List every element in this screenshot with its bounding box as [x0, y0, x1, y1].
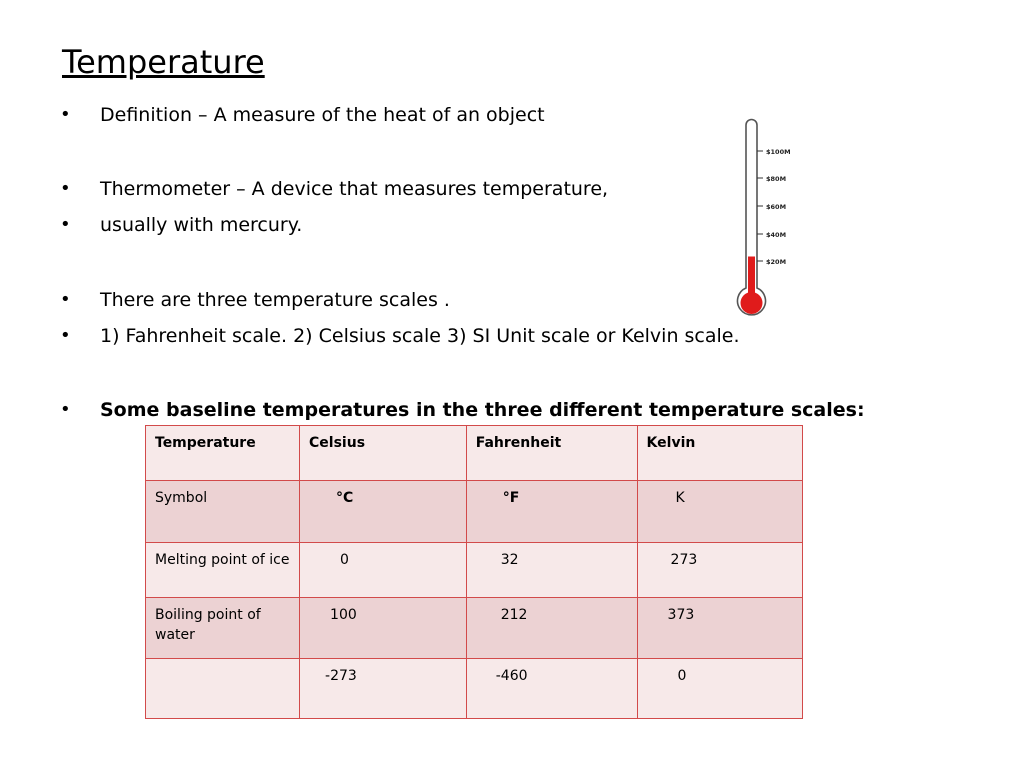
- bullet-text: Some baseline temperatures in the three different temperature scales:: [100, 399, 865, 421]
- bullet-text: usually with mercury.: [100, 214, 303, 236]
- table-cell: K: [637, 481, 802, 543]
- header-cell: Fahrenheit: [466, 426, 637, 481]
- bullet-text: Definition – A measure of the heat of an object: [100, 104, 545, 126]
- table-cell: Symbol: [146, 481, 300, 543]
- table-cell: Boiling point of water: [146, 598, 300, 659]
- thermometer-illustration: [735, 118, 805, 328]
- table-header-row: [146, 426, 803, 481]
- table-cell: [146, 659, 300, 719]
- bullet-text: There are three temperature scales .: [100, 289, 450, 311]
- table-row: [146, 543, 803, 598]
- header-cell: Celsius: [300, 426, 467, 481]
- thermometer-tick-label: $80M: [766, 175, 787, 183]
- thermometer-tick-label: $20M: [766, 258, 787, 266]
- thermometer-mercury: [748, 257, 755, 299]
- bullet-marker: •: [60, 104, 71, 125]
- bullet-marker: •: [60, 214, 71, 235]
- table-cell: -460: [466, 659, 637, 719]
- bullet-marker: •: [60, 289, 71, 310]
- table-cell: Melting point of ice: [146, 543, 300, 598]
- thermometer-bulb: [741, 292, 763, 314]
- bullet-text: Thermometer – A device that measures temperature,: [100, 178, 609, 200]
- thermometer-tick-label: $60M: [766, 203, 787, 211]
- bullet-marker: •: [60, 178, 71, 199]
- bullet-text: 1) Fahrenheit scale. 2) Celsius scale 3) SI Unit scale or Kelvin scale.: [100, 325, 740, 347]
- table-cell: °F: [466, 481, 637, 543]
- table-row: [146, 598, 803, 659]
- table-cell: °C: [300, 481, 467, 543]
- bullet-marker: •: [60, 325, 71, 346]
- temperature-scales-table: [145, 425, 803, 719]
- header-cell: Kelvin: [637, 426, 802, 481]
- thermometer-ticks: [757, 151, 763, 261]
- thermometer-tick-label: $100M: [766, 148, 791, 156]
- thermometer-tick-label: $40M: [766, 231, 787, 239]
- table-cell: 273: [637, 543, 802, 598]
- table-cell: 0: [637, 659, 802, 719]
- bullet-marker: •: [60, 399, 71, 420]
- header-cell: Temperature: [146, 426, 300, 481]
- slide-title: Temperature: [62, 43, 265, 81]
- table-cell: 32: [466, 543, 637, 598]
- table-cell: 0: [300, 543, 467, 598]
- table-row: [146, 659, 803, 719]
- table-cell: 373: [637, 598, 802, 659]
- table-cell: 100: [300, 598, 467, 659]
- table-cell: -273: [300, 659, 467, 719]
- table-row: [146, 481, 803, 543]
- table-cell: 212: [466, 598, 637, 659]
